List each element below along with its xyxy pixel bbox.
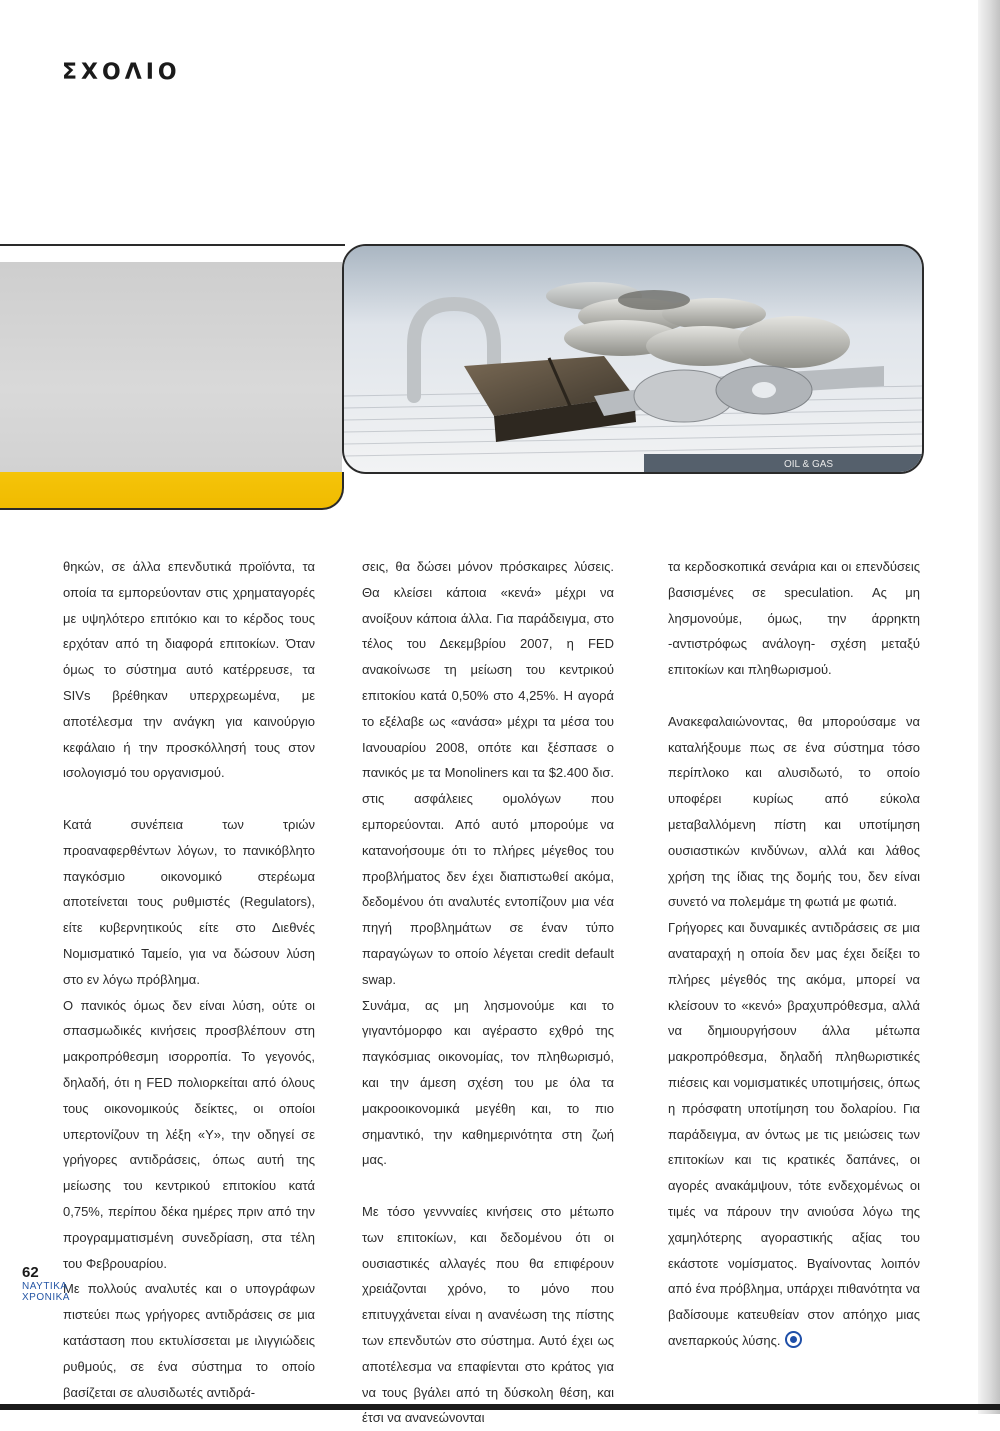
grey-side-panel [0,262,342,474]
paragraph: θηκών, σε άλλα επενδυτικά προϊόντα, τα οποία τα εμπορεύονταν στις χρηματαγορές με υψηλότερο επιτόκιο και το κέρδος τους ερχόταν από τη διαφορά επιτοκίων. Όταν όμως το σύστημα αυτό κατέρρευσε, τα SIVs βρέθηκαν υπερχρεωμένα, με αποτέλεσμα την ανάγκη για καινούργιο κεφάλαιο ή την προσκόλλησή τους στον ισολογισμό του οργανισμού. [63,559,315,781]
hero-photo [342,244,924,474]
page-edge-shadow [978,0,1000,1414]
article-column-3 [668,554,920,1354]
end-of-article-icon [785,1331,802,1348]
padlock-keys-coins-icon [344,246,922,472]
yellow-accent-band [0,472,344,510]
magazine-name-line2: ΧΡΟΝΙΚΑ [22,1292,70,1303]
paragraph: Ανακεφαλαιώνοντας, θα μπορούσαμε να καταλήξουμε πως σε ένα σύστημα τόσο περίπλοκο και αλυσιδωτό, το οποίο υποφέρει κυρίως από εύκολα μεταβαλλόμενη πίστη και υποτίμηση ουσιαστικών κινδύνων, αλλά και λάθος χρήση της ίδιας της δομής του, δεν είναι συνετό να πολεμάμε τη φωτιά με φωτιά. [668,713,920,910]
paragraph [668,915,920,1354]
paragraph: σεις, θα δώσει μόνον πρόσκαιρες λύσεις. Θα κλείσει κάποια «κενά» μέχρι να ανοίξουν κάποια άλλα. Για παράδειγμα, στο τέλος του Δεκεμβρίου 2007, η FED ανακοίνωσε τη μείωση του κεντρικού επιτοκίου κατά 0,50% στο 4,25%. Η αγορά το εξέλαβε ως «ανάσα» μέχρι τα μέσα του Ιανουαρίου 2008, οπότε και ξέσπασε ο πανικός με τα Monoliners και τα $2.400 δισ. στις ασφάλειες ομολόγων που εμπορεύονται. Από αυτό μπορούμε να κατανοήσουμε ότι το πλήρες μέγεθος του προβλήματος δεν έχει διαπιστωθεί ακόμα, δεδομένου ότι αναλυτές εντοπίζουν μια νέα πηγή προβλημάτων σε έναν τύπο παραγώγων το οποίο λέγεται credit default swap. [362,559,614,987]
page-footer [22,1264,70,1303]
bottom-rule [0,1404,1000,1410]
magazine-name-line1: ΝΑΥΤΙΚΑ [22,1281,68,1292]
hero-rule [0,244,345,246]
paragraph-text: Γρήγορες και δυναμικές αντιδράσεις σε μια αναταραχή η οποία δεν μας έχει δείξει το πλήρες μέγεθός της ακόμα, μπορεί να κλείσουν το «κενό» βραχυπρόθεσμα, αλλά να δημιουργήσουν άλλα μέτωπα μακροπρόθεσμα, δηλαδή πληθωριστικές πιέσεις και νομισματικές υποτιμήσεις, όπως η πρόσφατη υποτίμηση του δολαρίου. Για παράδειγμα, αν όντως με τις μειώσεις των επιτοκίων και τις κρατικές δαπάνες, οι αγορές ανακάμψουν, τότε ενδεχομένως οι τιμές να πάρουν την ανιούσα λόγω της χαμηλότερης αγοραστικής αξίας του εκάστοτε νομίσματος. Βγαίνοντας λοιπόν από ένα πρόβλημα, υπάρχει πιθανότητα να βαδίσουμε κατευθείαν στον απόηχο μιας ανεπαρκούς λύσης. [668,920,920,1348]
paragraph: Με τόσο γεννναίες κινήσεις στο μέτωπο των επιτοκίων, και δεδομένου ότι οι ουσιαστικές αλλαγές που θα επιφέρουν χρειάζονται χρόνο, το μόνο που επιτυγχάνεται είναι η ανανέωση της πίστης των επενδυτών στο σύστημα. Αυτό έχει ως αποτέλεσμα να επαφίενται στο κράτος για να τους βγάλει από τη δύσκολη θέση, και έτσι να ανανεώνονται [362,1203,614,1426]
paragraph: Κατά συνέπεια των τριών προαναφερθέντων λόγων, το πανικόβλητο παγκόσμιο οικονομικό στερέωμα αποτείνεται τους ρυθμιστές (Regulators), είτε κυβερνητικούς είτε στο Διεθνές Νομισματικό Ταμείο, για να δώσουν λύση στο εν λόγω πρόβλημα. [63,816,315,987]
article-column-1 [63,554,315,1405]
section-label: ΣΧΟΛΙΟ [62,60,181,85]
photo-caption-text: OIL & GAS [784,459,834,470]
paragraph: Ο πανικός όμως δεν είναι λύση, ούτε οι σπασμωδικές κινήσεις προσβλέπουν στη μακροπρόθεσμη ισορροπία. Το γεγονός, δηλαδή, ότι η FED πολιορκείται από όλους τους οικονομικούς δείκτες, οι οποίοι υπερτονίζουν τη λέξη «Y», την οδηγεί σε γρήγορες αντιδράσεις, όπως αυτή της μείωσης του κεντρικού επιτοκίου κατά 0,75%, περίπου δέκα ημέρες πριν από την προγραμματισμένη συνεδρίαση, στα τέλη του Φεβρουαρίου. [63,997,315,1271]
article-column-2 [362,554,614,1431]
paragraph: Συνάμα, ας μη λησμονούμε και το γιγαντόμορφο και αγέραστο εχθρό της παγκόσμιας οικονομίας, τον πληθωρισμό, και την άμεση σχέση του με όλα τα μακροοικονομικά μεγέθη και, το πιο σημαντικό, την καθημερινότητα στη ζωή μας. [362,997,614,1168]
paragraph: Με πολλούς αναλυτές και ο υπογράφων πιστεύει πως γρήγορες αντιδράσεις σε μια κατάσταση που εκτυλίσσεται με ιλιγγιώδεις ρυθμούς, σε ένα σύστημα το οποίο βασίζεται σε αλυσιδωτές αντιδρά- [63,1281,315,1400]
page-number: 62 [22,1264,39,1281]
paragraph: τα κερδοσκοπικά σενάρια και οι επενδύσεις βασισμένες σε speculation. Ας μη λησμονούμε, όμως, την άρρηκτη -αντιστρόφως ανάλογη- σχέση μεταξύ επιτοκίων και πληθωρισμού. [668,559,920,678]
